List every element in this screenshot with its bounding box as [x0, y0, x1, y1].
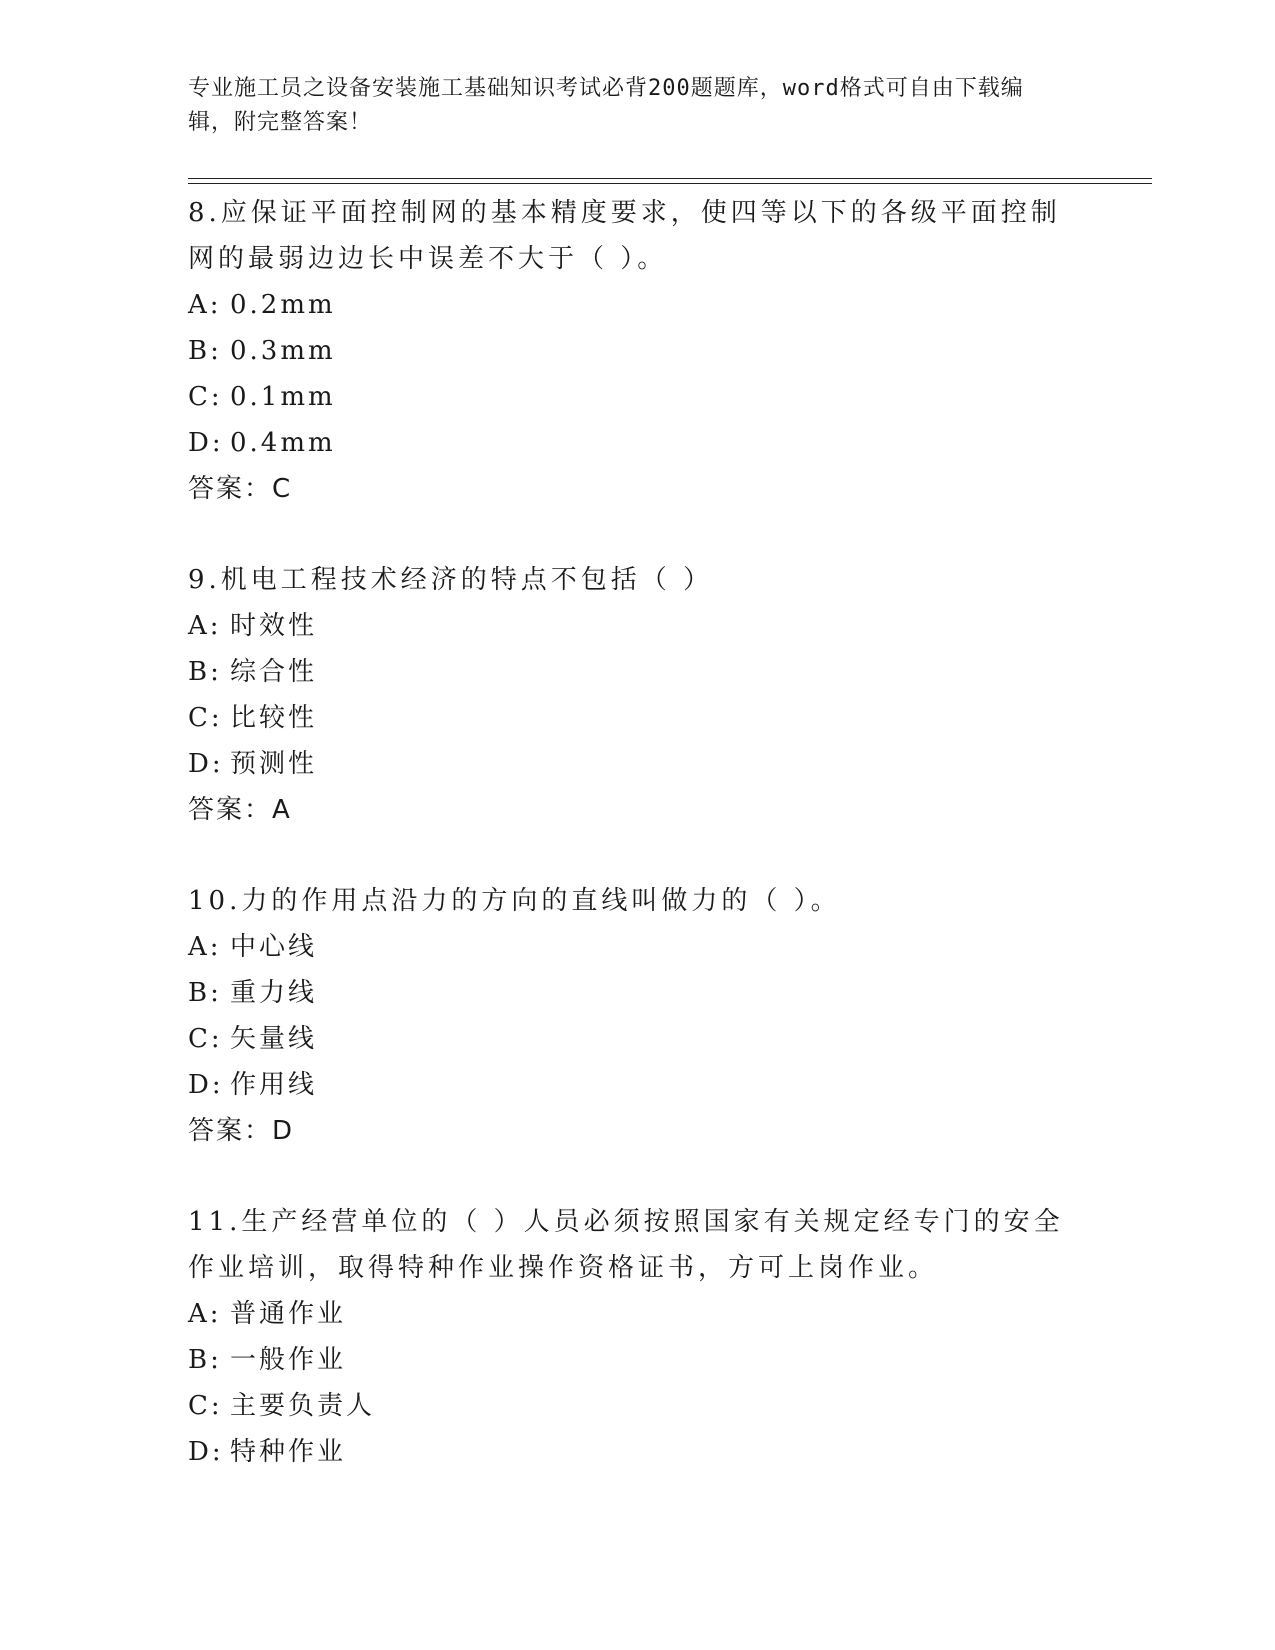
header-divider-bottom — [188, 183, 1152, 184]
option-text: 一般作业 — [230, 1345, 347, 1375]
option-a — [188, 1291, 1088, 1337]
option-text: 普通作业 — [230, 1299, 347, 1329]
answer-line: 答案：C — [188, 474, 293, 504]
option-text: 时效性 — [230, 611, 318, 641]
option-text: 比较性 — [230, 703, 318, 733]
question-stem: 8.应保证平面控制网的基本精度要求，使四等以下的各级平面控制网的最弱边边长中误差不大于（ ）。 — [188, 198, 1061, 274]
option-text: 0.2mm — [230, 290, 336, 320]
option-letter: A: — [188, 290, 222, 320]
option-b — [188, 328, 1088, 374]
document-header: 专业施工员之设备安装施工基础知识考试必背200题题库，word格式可自由下载编辑，附完整答案！ — [188, 76, 1024, 135]
option-d — [188, 1429, 1088, 1475]
option-letter: C: — [188, 382, 223, 412]
option-b — [188, 649, 1088, 695]
option-letter: D: — [188, 1437, 224, 1467]
option-d — [188, 420, 1088, 466]
option-letter: B: — [188, 336, 222, 366]
option-b — [188, 970, 1088, 1016]
option-letter: C: — [188, 1024, 223, 1054]
option-letter: A: — [188, 1299, 222, 1329]
option-text: 预测性 — [230, 749, 318, 779]
option-letter: C: — [188, 703, 223, 733]
question-8 — [188, 190, 1088, 512]
option-letter: B: — [188, 657, 222, 687]
option-c — [188, 1383, 1088, 1429]
option-text: 0.1mm — [230, 382, 336, 412]
option-a — [188, 924, 1088, 970]
option-letter: D: — [188, 428, 224, 458]
question-9 — [188, 557, 1088, 833]
answer-line: 答案：D — [188, 1116, 295, 1146]
question-11 — [188, 1199, 1088, 1475]
option-text: 重力线 — [230, 978, 318, 1008]
option-letter: A: — [188, 611, 222, 641]
option-b — [188, 1337, 1088, 1383]
option-text: 综合性 — [230, 657, 318, 687]
header-divider-top — [188, 178, 1152, 179]
option-letter: B: — [188, 1345, 222, 1375]
question-list — [188, 190, 1088, 1520]
option-text: 中心线 — [230, 932, 318, 962]
option-letter: D: — [188, 1070, 224, 1100]
option-text: 作用线 — [230, 1070, 318, 1100]
question-stem: 11.生产经营单位的（ ）人员必须按照国家有关规定经专门的安全作业培训，取得特种作业操作资格证书，方可上岗作业。 — [188, 1207, 1064, 1283]
option-c — [188, 374, 1088, 420]
option-text: 0.3mm — [230, 336, 336, 366]
option-a — [188, 282, 1088, 328]
option-d — [188, 1062, 1088, 1108]
question-stem: 9.机电工程技术经济的特点不包括（ ） — [188, 565, 714, 595]
question-10 — [188, 878, 1088, 1154]
option-text: 0.4mm — [230, 428, 336, 458]
option-c — [188, 1016, 1088, 1062]
option-d — [188, 741, 1088, 787]
option-letter: C: — [188, 1391, 223, 1421]
option-letter: D: — [188, 749, 224, 779]
option-text: 矢量线 — [230, 1024, 318, 1054]
answer-line: 答案：A — [188, 795, 292, 825]
option-text: 主要负责人 — [230, 1391, 376, 1421]
option-letter: A: — [188, 932, 222, 962]
question-stem: 10.力的作用点沿力的方向的直线叫做力的（ ）。 — [188, 886, 841, 916]
option-c — [188, 695, 1088, 741]
option-a — [188, 603, 1088, 649]
option-text: 特种作业 — [230, 1437, 347, 1467]
option-letter: B: — [188, 978, 222, 1008]
